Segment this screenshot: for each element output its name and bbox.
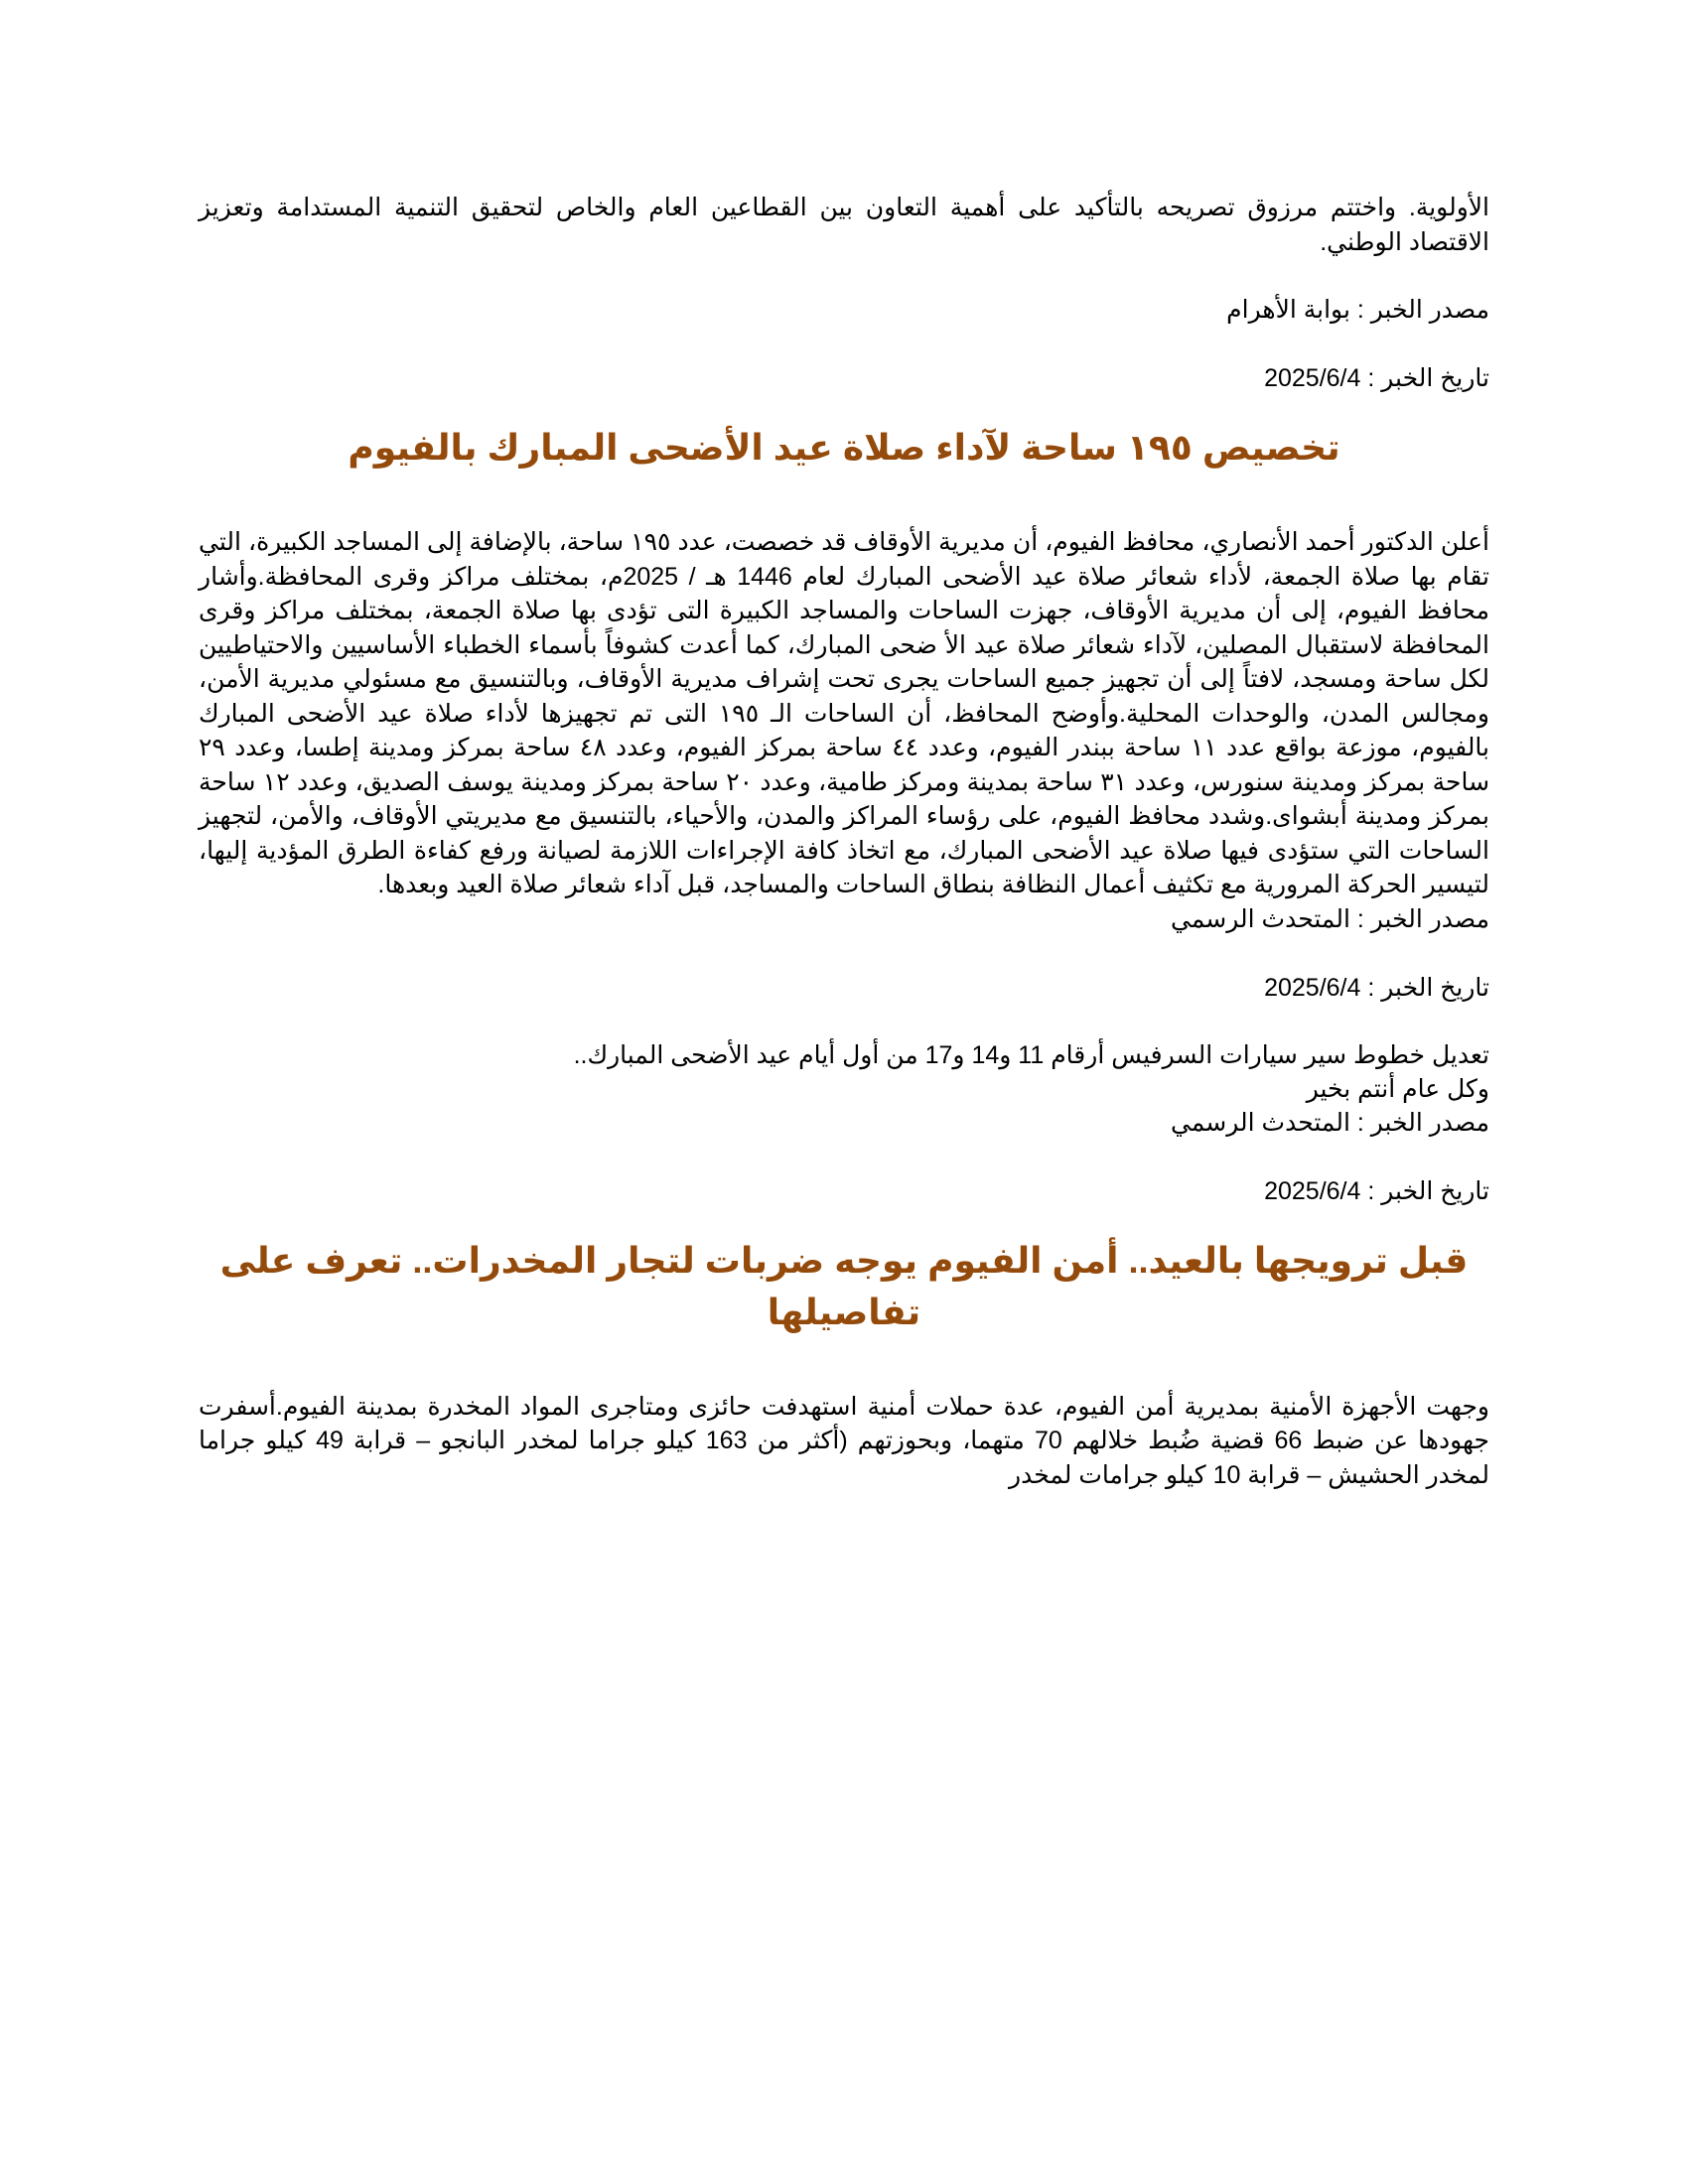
service-notice bbox=[199, 1038, 1489, 1140]
news-source: مصدر الخبر : بوابة الأهرام bbox=[1226, 296, 1489, 324]
news-date: تاريخ الخبر : 2025/6/4 bbox=[1264, 973, 1489, 1002]
article-body: أعلن الدكتور أحمد الأنصاري، محافظ الفيوم، أن مديرية الأوقاف قد خصصت، عدد ١٩٥ ساحة، بالإضافة إلى المساجد الكبيرة، التي تقام بها صلاة الجمعة، لأداء شعائر صلاة عيد الأضحى المبارك لعام 1446 هـ / 2025م، بمختلف مراكز وقرى المحافظة.وأشار محافظ الفيوم، إلى أن مديرية الأوقاف، جهزت الساحات والمساجد الكبيرة التى تؤدى بها صلاة الجمعة، بمختلف مراكز وقرى المحافظة لاستقبال المصلين، لآداء شعائر صلاة عيد الأ ضحى المبارك، كما أعدت كشوفاً بأسماء الخطباء الأساسيين والاحتياطيين لكل ساحة ومسجد، لافتاً إلى أن تجهيز جميع الساحات يجرى تحت إشراف مديرية الأوقاف، وبالتنسيق مع مسئولي مديرية الأمن، ومجالس المدن، والوحدات المحلية.وأوضح المحافظ، أن الساحات الـ ١٩٥ التى تم تجهيزها لأداء صلاة عيد الأضحى المبارك بالفيوم، موزعة بواقع عدد ١١ ساحة ببندر الفيوم، وعدد ٤٤ ساحة بمركز الفيوم، وعدد ٤٨ ساحة بمركز ومدينة إطسا، وعدد ٢٩ ساحة بمركز ومدينة سنورس، وعدد ٣١ ساحة بمدينة ومركز طامية، وعدد ٢٠ ساحة بمركز ومدينة يوسف الصديق، وعدد ١٢ ساحة بمركز ومدينة أبشواى.وشدد محافظ الفيوم، على رؤساء المراكز والمدن، والأحياء، بالتنسيق مع مديريتي الأوقاف، والأمن، لتجهيز الساحات التي ستؤدى فيها صلاة عيد الأضحى المبارك، مع اتخاذ كافة الإجراءات اللازمة لصيانة ورفع كفاءة الطرق المؤدية إليها، لتيسير الحركة المرورية مع تكثيف أعمال النظافة بنطاق الساحات والمساجد، قبل آداء شعائر صلاة العيد وبعدها. bbox=[199, 528, 1490, 898]
news-date: تاريخ الخبر : 2025/6/4 bbox=[1264, 1176, 1489, 1205]
article-headline: قبل ترويجها بالعيد.. أمن الفيوم يوجه ضربات لتجار المخدرات.. تعرف على تفاصيلها bbox=[219, 1239, 1469, 1332]
article-headline: تخصيص ١٩٥ ساحة لآداء صلاة عيد الأضحى المبارك بالفيوم bbox=[348, 427, 1340, 468]
intro-paragraph: الأولوية. واختتم مرزوق تصريحه بالتأكيد على أهمية التعاون بين القطاعين العام والخاص لتحقيق التنمية المستدامة وتعزيز الاقتصاد الوطني. bbox=[199, 194, 1489, 256]
news-date: تاريخ الخبر : 2025/6/4 bbox=[1264, 364, 1489, 392]
document-page bbox=[199, 191, 1489, 1492]
notice-line: وكل عام أنتم بخير bbox=[1306, 1074, 1489, 1103]
article-body: وجهت الأجهزة الأمنية بمديرية أمن الفيوم، عدة حملات أمنية استهدفت حائزى ومتاجرى المواد المخدرة بمدينة الفيوم.أسفرت جهودها عن ضبط 66 قضية ضُبط خلالهم 70 متهما، وبحوزتهم (أكثر من 163 كيلو جراما لمخدر البانجو – قرابة 49 كيلو جراما لمخدر الحشيش – قرابة 10 كيلو جرامات لمخدر bbox=[199, 1392, 1489, 1489]
notice-line: تعديل خطوط سير سيارات السرفيس أرقام 11 و14 و17 من أول أيام عيد الأضحى المبارك.. bbox=[573, 1040, 1489, 1069]
news-source: مصدر الخبر : المتحدث الرسمي bbox=[1171, 904, 1489, 933]
news-source: مصدر الخبر : المتحدث الرسمي bbox=[1171, 1108, 1489, 1137]
